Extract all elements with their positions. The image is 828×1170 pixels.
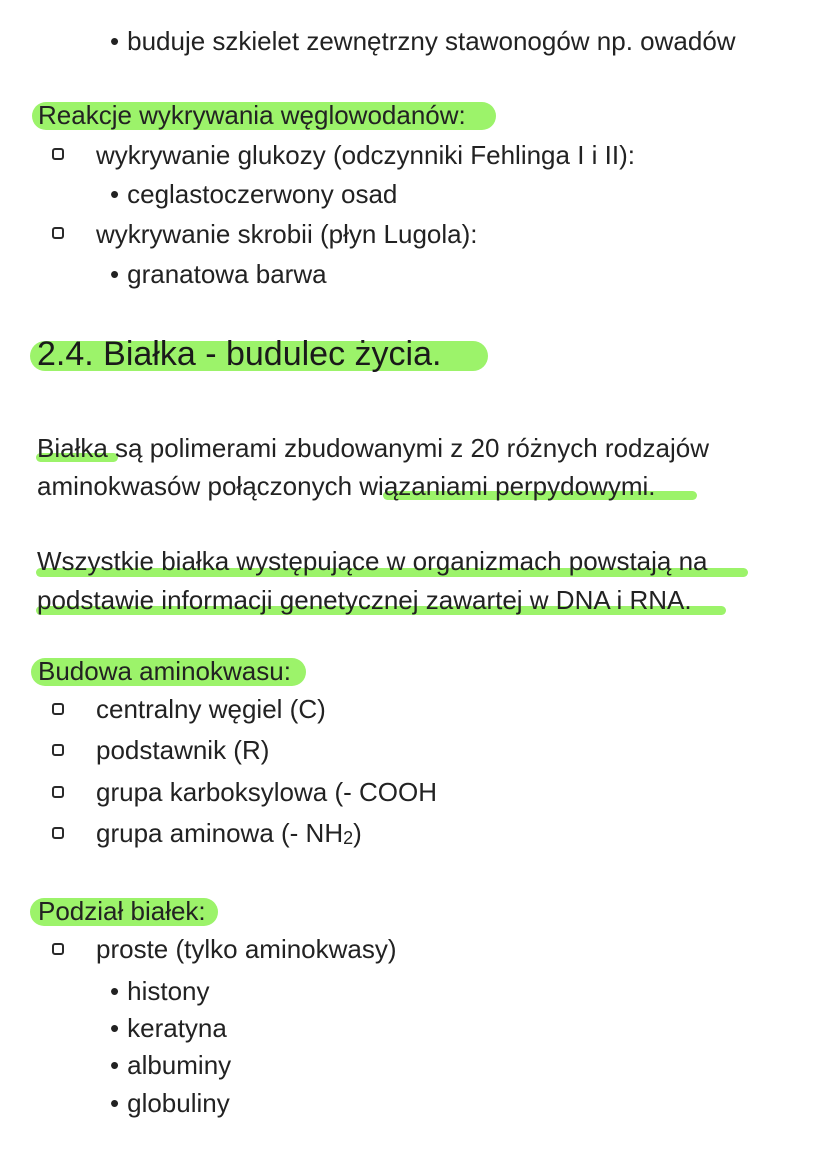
structure-item-2: podstawnik (R) <box>96 735 270 765</box>
checkbox-icon <box>52 227 64 239</box>
paragraph1-text: aminokwasów połączonych <box>37 471 360 501</box>
bullet-item <box>110 1011 227 1045</box>
checkbox-icon <box>52 943 64 955</box>
checkbox-icon <box>52 827 64 839</box>
bullet-item <box>110 974 210 1008</box>
structure-item-3: grupa karboksylowa (- COOH <box>96 777 437 807</box>
period: . <box>648 471 656 501</box>
bullet-item <box>110 1048 231 1082</box>
bullet-item <box>110 177 397 211</box>
paragraph2-line1: Wszystkie białka występujące w organizmach powstają na <box>37 546 708 576</box>
bullet-text: histony <box>127 976 210 1006</box>
bullet-text: buduje szkielet zewnętrzny stawonogów np. owadów <box>127 26 736 56</box>
subscript-2: 2 <box>343 828 354 848</box>
reaction-item-1: wykrywanie glukozy (odczynniki Fehlinga I i II): <box>96 140 635 170</box>
division-title: Podział białek: <box>38 896 206 926</box>
bullet-item <box>110 24 736 58</box>
bullet-item <box>110 1086 230 1120</box>
checkbox-icon <box>52 786 64 798</box>
period: . <box>684 585 692 615</box>
section-title: 2.4. Białka - budulec życia. <box>37 335 442 373</box>
bullet-dot-icon: • <box>110 259 120 289</box>
paragraph2-line2 <box>37 583 692 617</box>
bullet-dot-icon: • <box>110 179 120 209</box>
bullet-dot-icon: • <box>110 1088 120 1118</box>
bullet-dot-icon: • <box>110 26 120 56</box>
structure-title: Budowa aminokwasu: <box>38 656 291 686</box>
bullet-item <box>110 257 327 291</box>
paragraph1-line2 <box>37 469 656 503</box>
structure-item-4 <box>96 816 362 855</box>
division-item: proste (tylko aminokwasy) <box>96 934 397 964</box>
bullet-dot-icon: • <box>110 976 120 1006</box>
structure-item-4-suffix: ) <box>353 818 362 848</box>
bullet-text: ceglastoczerwony osad <box>127 179 398 209</box>
bullet-text: albuminy <box>127 1050 232 1080</box>
checkbox-icon <box>52 703 64 715</box>
bullet-text: globuliny <box>127 1088 230 1118</box>
term-bialka: Białka <box>37 433 108 463</box>
bullet-text: keratyna <box>127 1013 227 1043</box>
reaction-item-2: wykrywanie skrobii (płyn Lugola): <box>96 219 478 249</box>
structure-item-1: centralny węgiel (C) <box>96 694 326 724</box>
bullet-dot-icon: • <box>110 1050 120 1080</box>
paragraph2-text: podstawie informacji genetycznej zawartej w DNA i RNA <box>37 585 685 615</box>
bullet-dot-icon: • <box>110 1013 120 1043</box>
structure-item-4-prefix: grupa aminowa (- NH <box>96 818 344 848</box>
checkbox-icon <box>52 148 64 160</box>
paragraph1-text: są polimerami zbudowanymi z 20 różnych rodzajów <box>107 433 709 463</box>
reactions-title: Reakcje wykrywania węglowodanów: <box>38 100 466 130</box>
bullet-text: granatowa barwa <box>127 259 327 289</box>
paragraph1-line1 <box>37 431 709 465</box>
term-wiazaniami: wiązaniami perpydowymi <box>359 471 649 501</box>
checkbox-icon <box>52 744 64 756</box>
